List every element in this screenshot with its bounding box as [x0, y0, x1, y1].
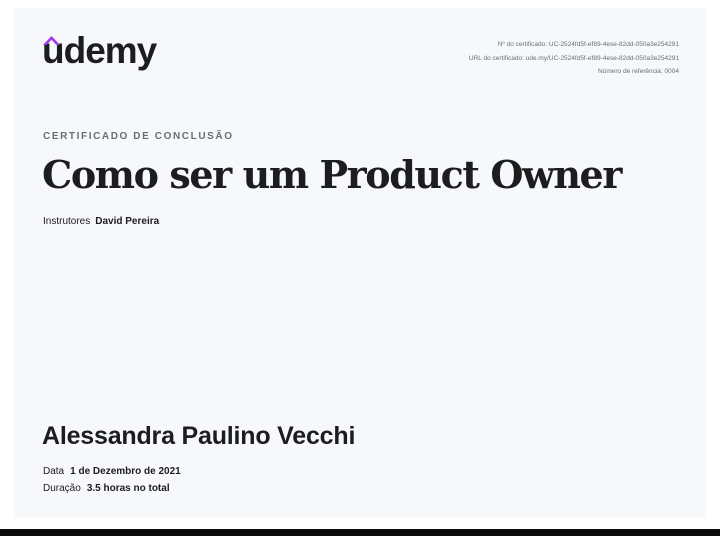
udemy-logo [42, 32, 156, 69]
course-title: Como ser um Product Owner [42, 152, 621, 197]
date-label: Data [43, 466, 65, 477]
certificate-url-value[interactable]: ude.my/UC-2524fd5f-ef89-4ese-82dd-050a3e254291 [525, 54, 679, 62]
instructors-label: Instrutores [43, 216, 91, 227]
certificate-number-value: UC-2524fd5f-ef89-4ese-82dd-050a3e254291 [548, 41, 679, 48]
reference-number [469, 65, 679, 79]
certificate-url [469, 52, 679, 66]
duration-value: 3.5 horas no total [86, 483, 170, 494]
student-name: Alessandra Paulino Vecchi [42, 422, 356, 450]
certificate-number [469, 38, 679, 52]
graduation-cap-icon [43, 36, 60, 45]
logo-text: udemy [42, 30, 157, 71]
instructors-value: David Pereira [95, 216, 160, 227]
certificate-url-label: URL do certificado: [468, 54, 524, 62]
instructors [43, 216, 159, 227]
date-value: 1 de Dezembro de 2021 [70, 466, 181, 477]
reference-number-value: 0004 [664, 68, 679, 75]
certificate-meta [469, 38, 679, 79]
certificate-label: CERTIFICADO DE CONCLUSÃO [43, 131, 234, 142]
reference-number-label: Número de referência: [598, 68, 663, 75]
course-duration [43, 483, 170, 494]
logo-wordmark [42, 32, 156, 69]
certificate-number-label: Nº do certificado: [497, 41, 548, 48]
duration-label: Duração [43, 483, 81, 494]
certificate-card [14, 8, 706, 518]
bottom-bar [0, 529, 720, 536]
completion-date [43, 466, 181, 477]
